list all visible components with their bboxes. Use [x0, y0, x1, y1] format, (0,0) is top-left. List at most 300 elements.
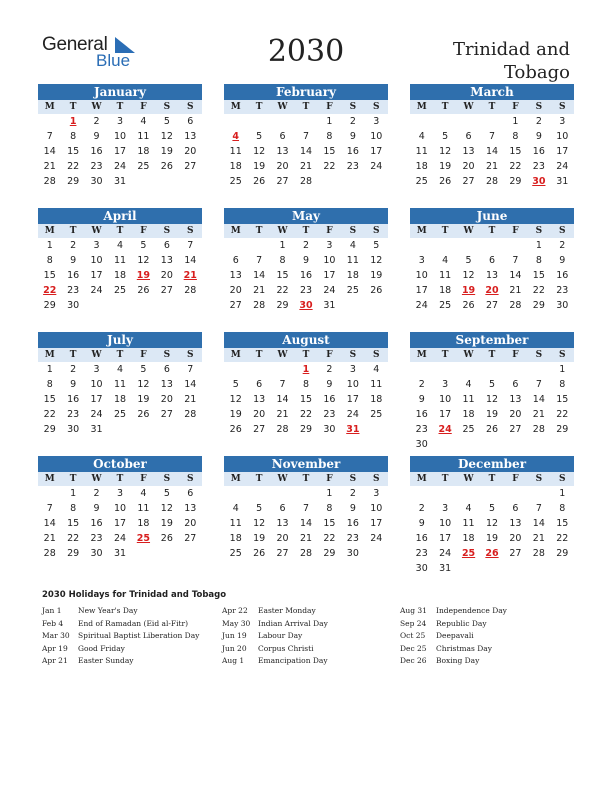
day: 22 [276, 285, 289, 296]
holiday-date: May 30 [222, 618, 251, 628]
day: 5 [256, 131, 263, 142]
day: 23 [90, 161, 103, 172]
day: 6 [279, 131, 286, 142]
weekday-label: S [179, 224, 202, 238]
day: 7 [46, 503, 53, 514]
day: 13 [160, 255, 173, 266]
weekday-label: F [504, 100, 527, 114]
day: 15 [43, 394, 56, 405]
day: 6 [512, 379, 519, 390]
holiday-date: Apr 21 [42, 656, 68, 665]
day: 10 [439, 394, 452, 405]
day: 19 [370, 270, 383, 281]
day: 23 [299, 285, 313, 296]
day: 26 [160, 533, 173, 544]
weekday-label: S [341, 224, 364, 238]
day: 5 [442, 131, 449, 142]
day: 9 [418, 394, 425, 405]
day: 11 [229, 518, 242, 529]
day: 18 [439, 285, 452, 296]
day: 10 [346, 379, 359, 390]
day: 29 [43, 300, 56, 311]
logo-blue-text: Blue [96, 51, 131, 70]
holiday-row [42, 630, 217, 643]
day: 4 [116, 240, 124, 251]
weekday-label: W [457, 472, 480, 486]
day: 25 [462, 424, 475, 435]
day: 28 [43, 176, 56, 187]
day: 25 [229, 548, 242, 559]
day: 23 [346, 533, 359, 544]
day: 17 [346, 394, 359, 405]
weekday-label: F [132, 224, 155, 238]
day: 30 [90, 176, 103, 187]
weekday-label: S [527, 472, 550, 486]
day: 8 [559, 503, 566, 514]
holiday-name: Emancipation Day [258, 656, 328, 665]
day: 26 [370, 285, 383, 296]
month-days-grid [410, 100, 574, 189]
day: 9 [70, 379, 77, 390]
month-header: October [38, 456, 202, 472]
day-blank [224, 362, 247, 377]
month-days-grid [224, 348, 388, 437]
day: 17 [370, 146, 383, 157]
day: 14 [43, 518, 56, 529]
day: 26 [137, 409, 150, 420]
day: 20 [276, 533, 289, 544]
weekday-label: F [318, 348, 341, 362]
day: 21 [299, 533, 313, 544]
logo [42, 34, 142, 74]
month-may [224, 208, 388, 313]
holiday-name: Labour Day [258, 631, 303, 640]
day: 23 [556, 285, 569, 296]
day: 3 [559, 116, 566, 127]
day: 10 [90, 379, 103, 390]
month-days-grid [410, 348, 574, 452]
day: 9 [349, 131, 356, 142]
day: 4 [140, 488, 147, 499]
day: 27 [253, 424, 266, 435]
day: 27 [276, 176, 289, 187]
weekday-label: T [294, 224, 317, 238]
day: 18 [370, 394, 383, 405]
day-blank [527, 486, 550, 501]
weekday-label: T [247, 472, 270, 486]
day: 28 [485, 176, 499, 187]
day: 10 [113, 503, 127, 514]
day: 9 [559, 255, 566, 266]
day: 24 [323, 285, 336, 296]
holiday-column [400, 605, 575, 668]
logo-general-text: General [42, 34, 108, 55]
day: 23 [323, 409, 336, 420]
day: 7 [187, 240, 194, 251]
day: 30 [415, 563, 428, 574]
day-blank [504, 362, 527, 377]
day: 1 [279, 240, 286, 251]
month-december [410, 456, 574, 576]
day: 27 [184, 161, 197, 172]
holiday-day: 24 [438, 424, 452, 435]
day: 25 [346, 285, 359, 296]
month-october [38, 456, 202, 561]
day: 26 [462, 300, 475, 311]
weekday-label: S [155, 224, 178, 238]
day: 3 [116, 488, 124, 499]
day: 29 [556, 548, 569, 559]
day: 29 [299, 424, 313, 435]
day: 6 [187, 116, 194, 127]
weekday-label: T [480, 348, 503, 362]
day-blank [410, 114, 433, 129]
weekday-label: S [179, 348, 202, 362]
weekday-label: S [341, 472, 364, 486]
day: 31 [323, 300, 336, 311]
day: 4 [418, 131, 425, 142]
day: 21 [43, 161, 56, 172]
day: 8 [512, 131, 519, 142]
day: 2 [418, 379, 425, 390]
day: 1 [559, 364, 566, 375]
day: 19 [137, 394, 150, 405]
weekday-label: T [433, 224, 456, 238]
holiday-date: Jun 19 [222, 631, 247, 640]
day: 13 [509, 518, 522, 529]
day: 12 [253, 518, 266, 529]
day: 27 [485, 300, 499, 311]
weekday-label: F [132, 348, 155, 362]
day: 3 [116, 116, 124, 127]
day: 9 [535, 131, 542, 142]
day-blank [480, 362, 503, 377]
day: 28 [299, 176, 313, 187]
day: 7 [512, 255, 519, 266]
day: 17 [439, 409, 452, 420]
day: 22 [43, 409, 56, 420]
weekday-label: S [341, 100, 364, 114]
weekday-label: T [61, 348, 84, 362]
day: 8 [326, 503, 333, 514]
day: 29 [556, 424, 569, 435]
day: 27 [509, 424, 522, 435]
day: 9 [70, 255, 77, 266]
holiday-date: Apr 22 [222, 606, 248, 615]
holiday-row [222, 655, 397, 668]
day: 7 [535, 379, 542, 390]
day: 15 [67, 518, 80, 529]
day: 10 [323, 255, 336, 266]
day: 27 [462, 176, 475, 187]
day: 18 [113, 270, 127, 281]
day: 17 [90, 394, 103, 405]
weekday-label: M [38, 472, 61, 486]
day: 10 [370, 503, 383, 514]
day: 11 [439, 270, 452, 281]
weekday-label: S [341, 348, 364, 362]
day-blank [294, 114, 317, 129]
day: 20 [160, 394, 173, 405]
day: 11 [415, 146, 428, 157]
day: 6 [465, 131, 472, 142]
month-header: March [410, 84, 574, 100]
weekday-label: W [271, 472, 294, 486]
day: 5 [163, 488, 170, 499]
holiday-row [222, 605, 397, 618]
day: 26 [160, 161, 173, 172]
day: 12 [160, 131, 173, 142]
day: 12 [137, 255, 150, 266]
day: 17 [113, 146, 127, 157]
month-header: May [224, 208, 388, 224]
day-blank [504, 486, 527, 501]
day: 21 [299, 161, 313, 172]
day-blank [271, 114, 294, 129]
day: 8 [326, 131, 333, 142]
weekday-label: S [179, 100, 202, 114]
month-header: April [38, 208, 202, 224]
weekday-label: W [271, 100, 294, 114]
weekday-label: W [85, 472, 108, 486]
day: 15 [323, 146, 336, 157]
day: 18 [415, 161, 428, 172]
month-header: December [410, 456, 574, 472]
holiday-row [42, 643, 217, 656]
day: 25 [137, 161, 150, 172]
day: 3 [442, 379, 449, 390]
day: 14 [276, 394, 289, 405]
day: 21 [276, 409, 289, 420]
day: 13 [229, 270, 242, 281]
holiday-date: Apr 19 [42, 643, 68, 653]
day: 20 [509, 533, 522, 544]
day: 16 [90, 518, 103, 529]
month-days-grid [224, 224, 388, 313]
day: 16 [346, 518, 359, 529]
weekday-label: S [365, 348, 388, 362]
day: 18 [229, 533, 242, 544]
day: 28 [509, 300, 522, 311]
holiday-name: End of Ramadan (Eid al-Fitr) [78, 618, 189, 628]
day: 1 [46, 240, 53, 251]
weekday-label: T [61, 224, 84, 238]
holiday-name: Indian Arrival Day [258, 618, 328, 628]
day: 3 [373, 488, 380, 499]
month-days-grid [224, 472, 388, 561]
day: 7 [187, 364, 194, 375]
weekday-label: T [61, 100, 84, 114]
day-blank [527, 362, 550, 377]
day: 19 [439, 161, 452, 172]
day: 5 [163, 116, 170, 127]
day: 11 [229, 146, 242, 157]
day: 3 [418, 255, 425, 266]
month-january [38, 84, 202, 189]
day: 5 [232, 379, 239, 390]
holiday-day: 4 [232, 131, 240, 142]
day: 4 [116, 364, 124, 375]
day-blank [480, 486, 503, 501]
day: 4 [373, 364, 380, 375]
day: 19 [229, 409, 242, 420]
day: 8 [279, 255, 286, 266]
day: 28 [532, 548, 545, 559]
day: 1 [326, 488, 333, 499]
holiday-row [222, 618, 397, 631]
day: 1 [512, 116, 519, 127]
day-blank [224, 486, 247, 501]
day: 25 [113, 285, 127, 296]
weekday-label: M [38, 348, 61, 362]
day: 28 [184, 285, 197, 296]
day: 29 [67, 548, 80, 559]
day: 27 [184, 533, 197, 544]
month-header: August [224, 332, 388, 348]
weekday-label: S [155, 472, 178, 486]
weekday-label: T [294, 472, 317, 486]
day: 26 [137, 285, 150, 296]
holiday-day: 1 [69, 116, 77, 127]
weekday-label: M [410, 224, 433, 238]
day: 1 [535, 240, 542, 251]
day: 31 [556, 176, 569, 187]
day: 7 [46, 131, 53, 142]
day: 10 [90, 255, 103, 266]
month-days-grid [38, 224, 202, 313]
weekday-label: W [271, 348, 294, 362]
holiday-date: Mar 30 [42, 631, 70, 640]
day: 11 [370, 379, 383, 390]
day: 31 [113, 176, 127, 187]
holiday-name: Deepavali [436, 631, 474, 640]
month-february [224, 84, 388, 189]
month-july [38, 332, 202, 437]
day: 22 [67, 533, 80, 544]
day: 16 [556, 270, 569, 281]
day: 12 [439, 146, 452, 157]
day: 19 [253, 533, 266, 544]
weekday-label: W [457, 348, 480, 362]
day-blank [457, 114, 480, 129]
holiday-day: 25 [136, 533, 151, 544]
day: 23 [346, 161, 359, 172]
day: 6 [187, 488, 194, 499]
holiday-row [42, 618, 217, 631]
day: 21 [509, 285, 522, 296]
weekday-label: S [155, 348, 178, 362]
day: 2 [535, 116, 542, 127]
holiday-day: 30 [299, 300, 313, 311]
day: 16 [90, 146, 103, 157]
day-blank [224, 114, 247, 129]
weekday-label: W [85, 348, 108, 362]
day: 11 [113, 255, 127, 266]
day-blank [433, 238, 456, 253]
day: 9 [326, 379, 333, 390]
day: 2 [302, 240, 310, 251]
day: 31 [113, 548, 127, 559]
country-name [410, 38, 570, 84]
day: 23 [90, 533, 103, 544]
day-blank [480, 114, 503, 129]
holiday-date: Jun 20 [222, 643, 247, 653]
day: 17 [90, 270, 103, 281]
day: 29 [509, 176, 522, 187]
day: 11 [137, 131, 150, 142]
day-blank [410, 486, 433, 501]
day: 5 [488, 379, 496, 390]
holiday-name: Boxing Day [436, 656, 480, 665]
weekday-label: T [108, 348, 131, 362]
page-title-year: 2030 [267, 34, 345, 69]
day: 7 [279, 379, 286, 390]
day: 25 [370, 409, 383, 420]
weekday-label: W [271, 224, 294, 238]
day: 14 [43, 146, 56, 157]
day-blank [433, 362, 456, 377]
weekday-label: T [294, 100, 317, 114]
holiday-day: 19 [136, 270, 151, 281]
holiday-date: Aug 1 [222, 656, 245, 665]
day: 14 [532, 394, 545, 405]
day: 3 [349, 364, 356, 375]
day: 14 [485, 146, 499, 157]
holiday-row [42, 605, 217, 618]
day: 2 [93, 488, 100, 499]
day: 22 [556, 409, 569, 420]
day: 13 [462, 146, 475, 157]
day: 19 [485, 409, 499, 420]
day: 28 [43, 548, 56, 559]
day-blank [247, 114, 270, 129]
day-blank [247, 362, 270, 377]
holiday-date: Jan 1 [42, 606, 62, 615]
holiday-date: Dec 26 [400, 656, 427, 665]
holiday-name: Corpus Christi [258, 643, 314, 653]
weekday-label: M [224, 100, 247, 114]
weekday-label: S [551, 224, 574, 238]
day: 23 [415, 548, 428, 559]
weekday-label: W [85, 100, 108, 114]
day: 30 [323, 424, 336, 435]
day: 2 [418, 503, 425, 514]
day: 17 [556, 146, 569, 157]
weekday-label: T [247, 100, 270, 114]
weekday-label: S [551, 100, 574, 114]
day: 24 [113, 161, 127, 172]
day: 25 [113, 409, 127, 420]
day: 19 [160, 518, 173, 529]
holidays-title: 2030 Holidays for Trinidad and Tobago [42, 590, 227, 600]
day: 9 [302, 255, 310, 266]
day: 5 [140, 364, 147, 375]
day: 17 [439, 533, 452, 544]
day: 8 [46, 379, 53, 390]
month-header: January [38, 84, 202, 100]
weekday-label: T [247, 348, 270, 362]
day: 3 [442, 503, 449, 514]
day: 11 [462, 518, 475, 529]
day: 12 [253, 146, 266, 157]
day: 10 [439, 518, 452, 529]
day: 19 [160, 146, 173, 157]
day: 17 [323, 270, 336, 281]
weekday-label: W [85, 224, 108, 238]
day: 1 [326, 116, 333, 127]
month-april [38, 208, 202, 313]
day: 30 [90, 548, 103, 559]
